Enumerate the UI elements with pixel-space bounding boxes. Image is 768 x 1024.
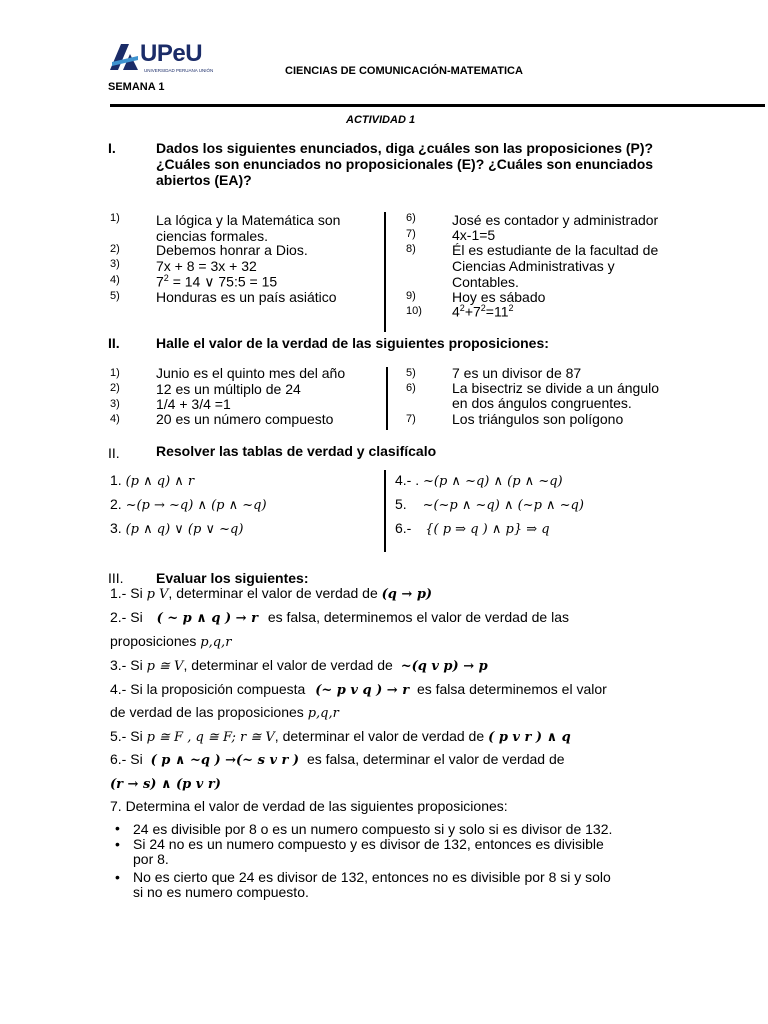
column-divider (384, 470, 386, 552)
formula-item (395, 472, 563, 489)
exercise-text: de verdad de las proposiciones (110, 704, 308, 720)
item-text: Contables. (452, 274, 519, 290)
logo-mark-icon (108, 42, 142, 72)
list-item: 7 es un divisor de 87 (452, 365, 582, 381)
exercise-4 (110, 681, 607, 698)
item-number: 5) (406, 367, 416, 379)
item-text: 7 (156, 273, 164, 290)
item-text: = 14 ∨ 75:5 = 15 (168, 273, 278, 290)
item-text: La lógica y la Matemática son (156, 212, 341, 228)
item-text: =11 (485, 303, 509, 320)
logo-wordmark: UPeU (140, 40, 203, 67)
item-text: Si 24 no es un numero compuesto y es divisor de 132, entonces es divisible (133, 836, 604, 852)
bullet-item (133, 870, 611, 900)
prompt-line: abiertos (EA)? (156, 172, 252, 188)
section-ii-prompt: Halle el valor de la verdad de las siguientes proposiciones: (156, 335, 549, 351)
item-number: 1) (110, 212, 120, 224)
formula-item (110, 520, 243, 537)
list-item (156, 212, 340, 244)
exponent: 2 (480, 303, 486, 313)
prompt-line: Dados los siguientes enunciados, diga ¿cuáles son las proposiciones (P)? (156, 140, 654, 156)
formula: (p ∧ q) ∧ r (125, 474, 195, 489)
bullet-icon: • (115, 820, 120, 836)
exercise-text: es falsa, determinemos el valor de verdad de las (267, 609, 569, 625)
exercise-text: , determinar el valor de verdad de (168, 585, 382, 601)
exercise-6-cont (110, 775, 221, 792)
exercise-text: es falsa determinemos el valor (416, 681, 607, 697)
formula: ( p ∧ ~q ) →(~ s v r ) (150, 753, 300, 768)
formula: (r → s) ∧ (p v r) (110, 777, 221, 792)
section-iii-prompt: Evaluar los siguientes: (156, 570, 309, 586)
list-item: Junio es el quinto mes del año (156, 365, 346, 381)
section-tables-prompt: Resolver las tablas de verdad y clasifícalo (156, 443, 437, 459)
item-number: 3) (110, 258, 120, 270)
exercise-text: 4.- Si la proposición compuesta (110, 681, 306, 697)
item-text: Él es estudiante de la facultad de (452, 242, 659, 258)
list-item: Los triángulos son polígono (452, 411, 624, 427)
formula: (~ p v q ) → r (315, 683, 410, 698)
exercise-5 (110, 728, 571, 745)
formula: p ≅ V (146, 659, 184, 674)
exercise-text: es falsa, determinar el valor de verdad de (306, 751, 565, 767)
exercise-4-cont (110, 704, 339, 721)
formula: ~(~p ∧ ~q) ∧ (~p ∧ ~q) (422, 498, 584, 513)
exercise-1 (110, 585, 432, 602)
exercise-text: 1.- Si (110, 585, 147, 601)
activity-title: ACTIVIDAD 1 (346, 114, 416, 126)
week-label: SEMANA 1 (108, 81, 165, 93)
item-text: por 8. (133, 851, 169, 867)
exponent: 2 (459, 303, 465, 313)
item-number: 3) (110, 398, 120, 410)
item-number: 3. (110, 520, 122, 536)
list-item: 1/4 + 3/4 =1 (156, 396, 231, 412)
item-text: +7 (464, 303, 481, 320)
formula-item (395, 520, 550, 537)
list-item: 7x + 8 = 3x + 32 (156, 258, 257, 274)
exercise-text: , determinar el valor de verdad de (183, 657, 397, 673)
item-number: 2) (110, 243, 120, 255)
item-number: 6) (406, 382, 416, 394)
item-text: La bisectriz se divide a un ángulo (452, 380, 660, 396)
item-number: 6.- (395, 520, 412, 536)
formula-item (110, 496, 267, 513)
exercise-3 (110, 657, 488, 674)
item-number: 2. (110, 496, 122, 512)
list-item (156, 273, 277, 291)
item-number: 9) (406, 290, 416, 302)
formula: ( ~ p ∧ q ) → r (156, 611, 258, 626)
section-iii-numeral: III. (108, 570, 124, 586)
item-number: 4) (110, 413, 120, 425)
exercise-text: 3.- Si (110, 657, 147, 673)
bullet-item (133, 837, 604, 867)
formula: ( p v r ) ∧ q (488, 730, 571, 745)
list-item (452, 381, 659, 411)
university-logo (108, 40, 228, 76)
formula: p,q,r (307, 706, 339, 721)
section-i-prompt (156, 140, 676, 188)
formula: {( p ⇒ q ) ∧ p} ⇒ q (425, 522, 550, 537)
item-number: 8) (406, 243, 416, 255)
column-divider (384, 212, 386, 332)
item-number: 1. (110, 472, 122, 488)
formula: p V (146, 587, 169, 602)
header-rule (110, 104, 765, 107)
item-text: en dos ángulos congruentes. (452, 395, 632, 411)
formula: (q → p) (381, 587, 433, 602)
exercise-text: 5.- Si (110, 728, 147, 744)
item-number: 5. (395, 496, 407, 512)
item-text: No es cierto que 24 es divisor de 132, entonces no es divisible por 8 si y solo (133, 869, 611, 885)
course-title: CIENCIAS DE COMUNICACIÓN-MATEMATICA (285, 65, 523, 77)
prompt-line: ¿Cuáles son enunciados no proposicionales (E)? ¿Cuáles son enunciados (156, 156, 654, 172)
item-number: 4.- . (395, 472, 420, 488)
list-item (452, 242, 658, 290)
bullet-item: 24 es divisible por 8 o es un numero compuesto si y solo si es divisor de 132. (133, 821, 613, 837)
item-number: 7) (406, 228, 416, 240)
list-item (452, 303, 514, 320)
item-text: ciencias formales. (156, 228, 269, 244)
formula: ~(q v p) → p (400, 659, 488, 674)
item-number: 4) (110, 274, 120, 286)
list-item: José es contador y administrador (452, 212, 659, 228)
formula: p ≅ F , q ≅ F; r ≅ V (146, 730, 275, 745)
item-number: 2) (110, 382, 120, 394)
formula: (p ∧ q) ∨ (p ∨ ~q) (125, 522, 244, 537)
exponent: 2 (508, 303, 514, 313)
exercise-2-cont (110, 633, 231, 650)
list-item: 12 es un múltiplo de 24 (156, 381, 301, 397)
section-ii-numeral: II. (108, 335, 120, 351)
list-item: Debemos honrar a Dios. (156, 242, 308, 258)
exponent: 2 (163, 273, 169, 283)
section-i-numeral: I. (108, 140, 116, 156)
bullet-icon: • (115, 869, 120, 885)
formula-item (395, 496, 584, 513)
exercise-text: 2.- Si (110, 609, 143, 625)
bullet-icon: • (115, 836, 120, 852)
exercise-text: 6.- Si (110, 751, 143, 767)
item-text: si no es numero compuesto. (133, 884, 309, 900)
item-text: Ciencias Administrativas y (452, 258, 615, 274)
exercise-text: proposiciones (110, 633, 201, 649)
formula: ~(p ∧ ~q) ∧ (p ∧ ~q) (423, 474, 563, 489)
list-item: Hoy es sábado (452, 289, 546, 305)
item-number: 6) (406, 212, 416, 224)
exercise-7: 7. Determina el valor de verdad de las siguientes proposiciones: (110, 798, 508, 814)
column-divider (386, 367, 388, 430)
exercise-2 (110, 609, 622, 626)
formula-item (110, 472, 194, 489)
formula: ~(p → ~q) ∧ (p ∧ ~q) (125, 498, 267, 513)
list-item: Honduras es un país asiático (156, 289, 337, 305)
list-item: 4x-1=5 (452, 227, 496, 243)
item-text: 4 (452, 303, 460, 320)
exercise-text: , determinar el valor de verdad de (274, 728, 485, 744)
section-tables-numeral: II. (108, 445, 120, 461)
item-number: 10) (406, 305, 422, 317)
logo-subtext: UNIVERSIDAD PERUANA UNIÓN (144, 68, 214, 73)
exercise-6 (110, 751, 565, 768)
item-number: 1) (110, 367, 120, 379)
item-number: 5) (110, 290, 120, 302)
formula: p,q,r (200, 635, 232, 650)
list-item: 20 es un número compuesto (156, 411, 334, 427)
item-number: 7) (406, 413, 416, 425)
